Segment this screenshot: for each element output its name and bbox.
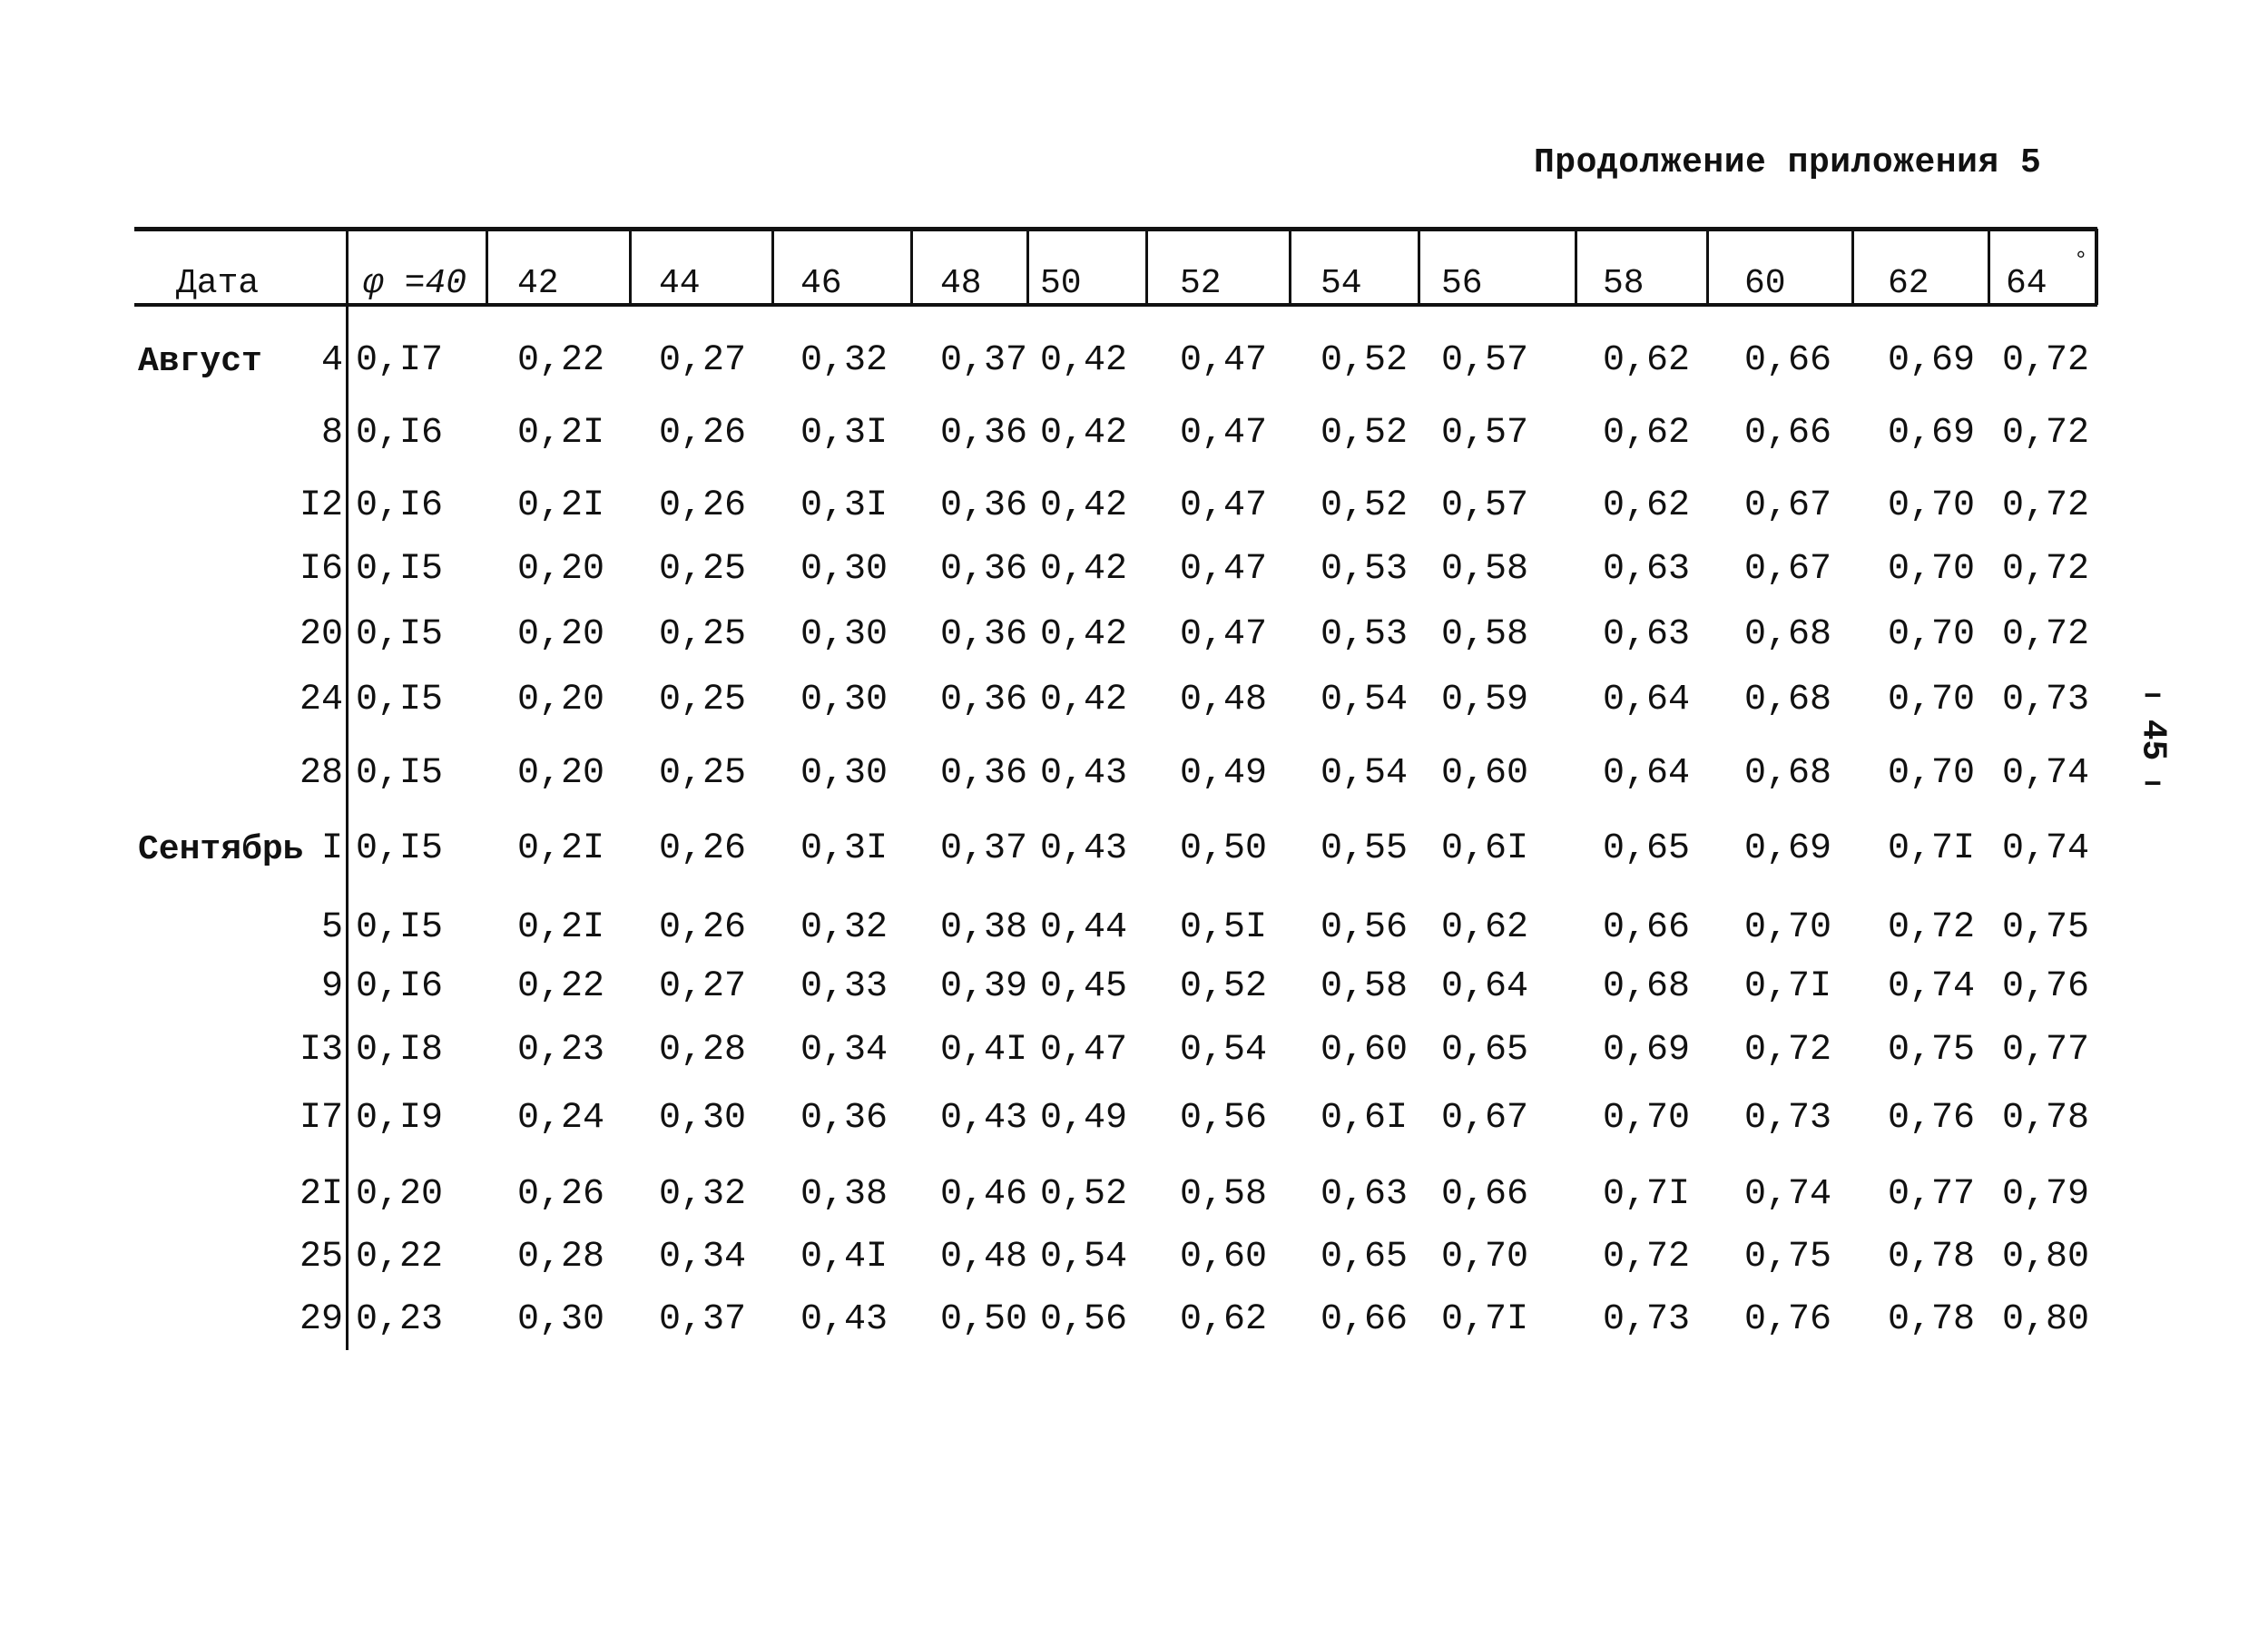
table-header-rule: [134, 303, 2097, 307]
latitude-header-56: 56: [1441, 264, 1483, 303]
header-column-divider: [1289, 229, 1291, 305]
value-cell: 0,22: [517, 340, 605, 381]
value-cell: 0,73: [2002, 680, 2090, 720]
value-cell: 0,20: [517, 549, 605, 590]
value-cell: 0,54: [1321, 753, 1409, 794]
value-cell: 0,56: [1321, 907, 1409, 948]
value-cell: 0,I7: [356, 340, 444, 381]
day-label: 8: [320, 413, 343, 454]
value-cell: 0,69: [1744, 828, 1832, 869]
value-cell: 0,62: [1441, 907, 1529, 948]
value-cell: 0,63: [1603, 549, 1691, 590]
value-cell: 0,47: [1180, 549, 1268, 590]
value-cell: 0,65: [1321, 1237, 1409, 1278]
latitude-header-60: 60: [1744, 264, 1786, 303]
day-label: 25: [299, 1237, 343, 1278]
value-cell: 0,42: [1040, 413, 1128, 454]
value-cell: 0,57: [1441, 485, 1529, 526]
value-cell: 0,78: [2002, 1098, 2090, 1139]
page-heading: Продолжение приложения 5: [1534, 143, 2042, 182]
value-cell: 0,36: [940, 614, 1028, 655]
value-cell: 0,30: [800, 614, 889, 655]
value-cell: 0,57: [1441, 340, 1529, 381]
value-cell: 0,76: [2002, 966, 2090, 1007]
value-cell: 0,26: [517, 1174, 605, 1215]
latitude-header-62: 62: [1888, 264, 1929, 303]
latitude-header-58: 58: [1603, 264, 1645, 303]
value-cell: 0,70: [1603, 1098, 1691, 1139]
value-cell: 0,64: [1603, 680, 1691, 720]
value-cell: 0,72: [1744, 1030, 1832, 1071]
value-cell: 0,46: [940, 1174, 1028, 1215]
latitude-header-44: 44: [659, 264, 701, 303]
value-cell: 0,76: [1744, 1299, 1832, 1340]
latitude-header-46: 46: [800, 264, 842, 303]
value-cell: 0,64: [1603, 753, 1691, 794]
value-cell: 0,56: [1180, 1098, 1268, 1139]
value-cell: 0,74: [1888, 966, 1976, 1007]
header-column-divider: [629, 229, 632, 305]
value-cell: 0,23: [356, 1299, 444, 1340]
value-cell: 0,72: [1603, 1237, 1691, 1278]
value-cell: 0,43: [1040, 753, 1128, 794]
degree-sign: °: [2074, 247, 2088, 274]
table-top-rule: [134, 227, 2097, 231]
value-cell: 0,73: [1603, 1299, 1691, 1340]
header-column-divider: [486, 229, 488, 305]
value-cell: 0,47: [1180, 340, 1268, 381]
value-cell: 0,65: [1441, 1030, 1529, 1071]
value-cell: 0,32: [800, 340, 889, 381]
value-cell: 0,36: [940, 485, 1028, 526]
value-cell: 0,25: [659, 549, 747, 590]
value-cell: 0,20: [356, 1174, 444, 1215]
value-cell: 0,27: [659, 966, 747, 1007]
value-cell: 0,67: [1744, 485, 1832, 526]
day-label: I3: [299, 1030, 343, 1071]
value-cell: 0,50: [1180, 828, 1268, 869]
value-cell: 0,25: [659, 614, 747, 655]
date-column-divider: [346, 229, 349, 1350]
latitude-header-52: 52: [1180, 264, 1222, 303]
value-cell: 0,72: [2002, 485, 2090, 526]
value-cell: 0,65: [1603, 828, 1691, 869]
value-cell: 0,69: [1888, 340, 1976, 381]
value-cell: 0,I5: [356, 680, 444, 720]
day-label: I7: [299, 1098, 343, 1139]
value-cell: 0,72: [2002, 549, 2090, 590]
value-cell: 0,48: [940, 1237, 1028, 1278]
page-number-value: 45: [2133, 719, 2173, 760]
value-cell: 0,26: [659, 907, 747, 948]
value-cell: 0,57: [1441, 413, 1529, 454]
value-cell: 0,33: [800, 966, 889, 1007]
value-cell: 0,42: [1040, 614, 1128, 655]
value-cell: 0,70: [1888, 680, 1976, 720]
value-cell: 0,38: [940, 907, 1028, 948]
value-cell: 0,I5: [356, 753, 444, 794]
value-cell: 0,55: [1321, 828, 1409, 869]
value-cell: 0,62: [1603, 485, 1691, 526]
value-cell: 0,56: [1040, 1299, 1128, 1340]
value-cell: 0,30: [800, 753, 889, 794]
value-cell: 0,23: [517, 1030, 605, 1071]
value-cell: 0,28: [659, 1030, 747, 1071]
value-cell: 0,67: [1441, 1098, 1529, 1139]
day-label: 9: [320, 966, 343, 1007]
value-cell: 0,69: [1603, 1030, 1691, 1071]
value-cell: 0,80: [2002, 1237, 2090, 1278]
value-cell: 0,66: [1744, 340, 1832, 381]
value-cell: 0,47: [1180, 485, 1268, 526]
value-cell: 0,66: [1321, 1299, 1409, 1340]
value-cell: 0,70: [1888, 485, 1976, 526]
value-cell: 0,60: [1441, 753, 1529, 794]
value-cell: 0,37: [940, 340, 1028, 381]
value-cell: 0,68: [1744, 614, 1832, 655]
value-cell: 0,36: [940, 753, 1028, 794]
header-column-divider: [1575, 229, 1577, 305]
value-cell: 0,28: [517, 1237, 605, 1278]
value-cell: 0,66: [1603, 907, 1691, 948]
value-cell: 0,77: [1888, 1174, 1976, 1215]
value-cell: 0,52: [1321, 413, 1409, 454]
value-cell: 0,30: [659, 1098, 747, 1139]
value-cell: 0,5I: [1180, 907, 1268, 948]
value-cell: 0,73: [1744, 1098, 1832, 1139]
value-cell: 0,24: [517, 1098, 605, 1139]
value-cell: 0,52: [1180, 966, 1268, 1007]
value-cell: 0,20: [517, 614, 605, 655]
value-cell: 0,38: [800, 1174, 889, 1215]
value-cell: 0,44: [1040, 907, 1128, 948]
value-cell: 0,2I: [517, 828, 605, 869]
value-cell: 0,42: [1040, 680, 1128, 720]
value-cell: 0,26: [659, 828, 747, 869]
value-cell: 0,42: [1040, 340, 1128, 381]
header-column-divider: [771, 229, 774, 305]
header-column-divider: [1026, 229, 1029, 305]
value-cell: 0,6I: [1441, 828, 1529, 869]
value-cell: 0,72: [2002, 340, 2090, 381]
value-cell: 0,30: [517, 1299, 605, 1340]
value-cell: 0,39: [940, 966, 1028, 1007]
value-cell: 0,63: [1321, 1174, 1409, 1215]
value-cell: 0,42: [1040, 485, 1128, 526]
day-label: 2I: [299, 1174, 343, 1215]
value-cell: 0,32: [800, 907, 889, 948]
latitude-header-48: 48: [940, 264, 982, 303]
value-cell: 0,58: [1441, 549, 1529, 590]
value-cell: 0,3I: [800, 828, 889, 869]
value-cell: 0,I9: [356, 1098, 444, 1139]
month-label: Август: [138, 342, 262, 381]
value-cell: 0,63: [1603, 614, 1691, 655]
value-cell: 0,22: [517, 966, 605, 1007]
value-cell: 0,68: [1744, 680, 1832, 720]
page-number-dash-bottom: –: [2142, 764, 2164, 803]
header-column-divider: [910, 229, 913, 305]
value-cell: 0,32: [659, 1174, 747, 1215]
value-cell: 0,I8: [356, 1030, 444, 1071]
value-cell: 0,72: [2002, 413, 2090, 454]
value-cell: 0,30: [800, 680, 889, 720]
value-cell: 0,68: [1744, 753, 1832, 794]
value-cell: 0,49: [1180, 753, 1268, 794]
value-cell: 0,58: [1180, 1174, 1268, 1215]
value-cell: 0,34: [800, 1030, 889, 1071]
month-label: Сентябрь: [138, 830, 304, 869]
value-cell: 0,75: [1888, 1030, 1976, 1071]
value-cell: 0,53: [1321, 549, 1409, 590]
value-cell: 0,45: [1040, 966, 1128, 1007]
value-cell: 0,52: [1321, 340, 1409, 381]
value-cell: 0,49: [1040, 1098, 1128, 1139]
value-cell: 0,I6: [356, 485, 444, 526]
value-cell: 0,48: [1180, 680, 1268, 720]
value-cell: 0,I5: [356, 828, 444, 869]
value-cell: 0,54: [1040, 1237, 1128, 1278]
value-cell: 0,70: [1744, 907, 1832, 948]
value-cell: 0,70: [1888, 549, 1976, 590]
value-cell: 0,62: [1603, 413, 1691, 454]
day-label: I6: [299, 549, 343, 590]
value-cell: 0,47: [1180, 614, 1268, 655]
value-cell: 0,66: [1441, 1174, 1529, 1215]
value-cell: 0,4I: [800, 1237, 889, 1278]
value-cell: 0,36: [940, 680, 1028, 720]
value-cell: 0,72: [2002, 614, 2090, 655]
value-cell: 0,27: [659, 340, 747, 381]
day-label: 28: [299, 753, 343, 794]
value-cell: 0,62: [1180, 1299, 1268, 1340]
value-cell: 0,60: [1321, 1030, 1409, 1071]
day-label: 29: [299, 1299, 343, 1340]
value-cell: 0,25: [659, 753, 747, 794]
value-cell: 0,I6: [356, 966, 444, 1007]
day-label: 24: [299, 680, 343, 720]
table-right-border: [2095, 229, 2098, 305]
value-cell: 0,20: [517, 680, 605, 720]
value-cell: 0,70: [1441, 1237, 1529, 1278]
value-cell: 0,4I: [940, 1030, 1028, 1071]
value-cell: 0,72: [1888, 907, 1976, 948]
value-cell: 0,69: [1888, 413, 1976, 454]
value-cell: 0,53: [1321, 614, 1409, 655]
value-cell: 0,70: [1888, 753, 1976, 794]
value-cell: 0,58: [1321, 966, 1409, 1007]
value-cell: 0,75: [1744, 1237, 1832, 1278]
value-cell: 0,7I: [1744, 966, 1832, 1007]
value-cell: 0,43: [940, 1098, 1028, 1139]
value-cell: 0,36: [800, 1098, 889, 1139]
value-cell: 0,47: [1180, 413, 1268, 454]
value-cell: 0,26: [659, 485, 747, 526]
value-cell: 0,6I: [1321, 1098, 1409, 1139]
page-number: [2135, 676, 2171, 803]
latitude-header-64: 64: [2006, 264, 2047, 303]
value-cell: 0,26: [659, 413, 747, 454]
value-cell: 0,I6: [356, 413, 444, 454]
value-cell: 0,7I: [1603, 1174, 1691, 1215]
value-cell: 0,20: [517, 753, 605, 794]
value-cell: 0,78: [1888, 1299, 1976, 1340]
value-cell: 0,7I: [1888, 828, 1976, 869]
value-cell: 0,36: [940, 413, 1028, 454]
value-cell: 0,3I: [800, 413, 889, 454]
value-cell: 0,50: [940, 1299, 1028, 1340]
value-cell: 0,58: [1441, 614, 1529, 655]
value-cell: 0,43: [800, 1299, 889, 1340]
value-cell: 0,47: [1040, 1030, 1128, 1071]
value-cell: 0,74: [2002, 828, 2090, 869]
value-cell: 0,76: [1888, 1098, 1976, 1139]
value-cell: 0,2I: [517, 413, 605, 454]
header-column-divider: [1145, 229, 1148, 305]
value-cell: 0,2I: [517, 907, 605, 948]
value-cell: 0,60: [1180, 1237, 1268, 1278]
day-label: 5: [320, 907, 343, 948]
latitude-header-50: 50: [1040, 264, 1082, 303]
header-column-divider: [1706, 229, 1709, 305]
value-cell: 0,67: [1744, 549, 1832, 590]
value-cell: 0,2I: [517, 485, 605, 526]
value-cell: 0,52: [1321, 485, 1409, 526]
value-cell: 0,78: [1888, 1237, 1976, 1278]
day-label: 20: [299, 614, 343, 655]
latitude-column-header: φ =40: [363, 264, 467, 303]
header-column-divider: [1851, 229, 1854, 305]
header-column-divider: [1988, 229, 1990, 305]
value-cell: 0,77: [2002, 1030, 2090, 1071]
day-label: 4: [320, 340, 343, 381]
latitude-header-42: 42: [517, 264, 559, 303]
value-cell: 0,70: [1888, 614, 1976, 655]
value-cell: 0,30: [800, 549, 889, 590]
value-cell: 0,I5: [356, 907, 444, 948]
value-cell: 0,66: [1744, 413, 1832, 454]
value-cell: 0,80: [2002, 1299, 2090, 1340]
value-cell: 0,43: [1040, 828, 1128, 869]
value-cell: 0,34: [659, 1237, 747, 1278]
day-label: I: [320, 828, 343, 869]
latitude-header-54: 54: [1321, 264, 1362, 303]
value-cell: 0,I5: [356, 549, 444, 590]
value-cell: 0,52: [1040, 1174, 1128, 1215]
date-column-header: Дата: [176, 264, 260, 303]
value-cell: 0,37: [659, 1299, 747, 1340]
value-cell: 0,59: [1441, 680, 1529, 720]
value-cell: 0,79: [2002, 1174, 2090, 1215]
value-cell: 0,25: [659, 680, 747, 720]
value-cell: 0,75: [2002, 907, 2090, 948]
value-cell: 0,22: [356, 1237, 444, 1278]
day-label: I2: [299, 485, 343, 526]
value-cell: 0,64: [1441, 966, 1529, 1007]
value-cell: 0,36: [940, 549, 1028, 590]
value-cell: 0,54: [1321, 680, 1409, 720]
value-cell: 0,37: [940, 828, 1028, 869]
value-cell: 0,42: [1040, 549, 1128, 590]
header-column-divider: [1418, 229, 1420, 305]
value-cell: 0,74: [1744, 1174, 1832, 1215]
value-cell: 0,I5: [356, 614, 444, 655]
value-cell: 0,7I: [1441, 1299, 1529, 1340]
value-cell: 0,74: [2002, 753, 2090, 794]
value-cell: 0,3I: [800, 485, 889, 526]
value-cell: 0,68: [1603, 966, 1691, 1007]
value-cell: 0,54: [1180, 1030, 1268, 1071]
value-cell: 0,62: [1603, 340, 1691, 381]
page-number-dash-top: –: [2142, 676, 2164, 715]
